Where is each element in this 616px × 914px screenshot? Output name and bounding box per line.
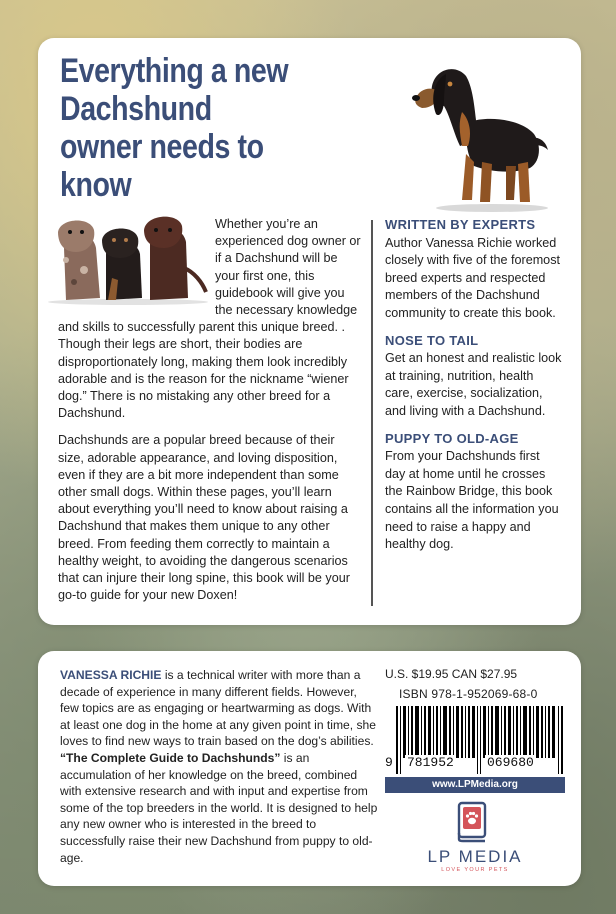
section-heading: PUPPY TO OLD-AGE: [385, 430, 519, 446]
author-name: VANESSA RICHIE: [60, 668, 162, 682]
isbn: ISBN 978-1-952069-68-0: [399, 687, 538, 701]
dachshund-photo: [410, 54, 550, 214]
features-sidebar: [385, 216, 563, 563]
author-bio: [60, 667, 378, 866]
intro-paragraph: Dachshunds are a popular breed because of their size, adorable appearance, and loving disposition, even if they are a bit more independent than some other small dogs. Within these pages, you’ll learn about everything you’ll need to know about raising a Dachshund that makes them unique to any other breed. From feeding them correctly to maintain a healthy weight, to avoiding the dangerous scenarios that can injure their long spine, this book will be your go-to guide for your new Doxen!: [58, 433, 350, 603]
barcode-lead-digit: 9: [385, 755, 393, 770]
section-body: Get an honest and realistic look at training, nutrition, health care, exercise, socialization, and living with a Dachshund.: [385, 351, 562, 418]
barcode-right-digits: 069680: [487, 755, 534, 770]
publisher-tagline: LOVE YOUR PETS: [441, 867, 509, 873]
barcode-left-digits: 781952: [407, 755, 454, 770]
description-panel: [38, 38, 581, 625]
section-heading: WRITTEN BY EXPERTS: [385, 217, 536, 232]
intro-text: [58, 216, 363, 614]
publisher-logo-text: LP MEDIA: [427, 847, 523, 866]
bio-text: is an accumulation of her knowledge on the breed, combined with extensive research and with input and expertise from some of the top breeders in the world. It is designed to help any new owner who is interested in the breed to successfully raise their new Dachshund from puppy to old-age.: [60, 750, 378, 865]
book-title: “The Complete Guide to Dachshunds”: [60, 750, 281, 765]
section-heading: NOSE TO TAIL: [385, 332, 479, 348]
price: U.S. $19.95 CAN $27.95: [385, 667, 518, 681]
column-divider: [371, 220, 373, 606]
website-url: www.LPMedia.org: [385, 777, 565, 793]
book-paw-icon: [456, 801, 490, 843]
intro-paragraph: Whether you’re an experienced dog owner or if a Dachshund will be your first one, this guidebook will give you the necessary knowledge and skills to successfully parent this unique breed. . Though their legs are short, their bodies are disproportionately long, making them look incredibly adorable and is the reason for the nickname “wiener dog.” There is no mistaking any other breed for a Dachshund.: [58, 217, 361, 421]
author-panel: [38, 651, 581, 886]
barcode-digits: [385, 755, 565, 773]
section-body: Author Vanessa Richie worked closely with five of the foremost breed experts and respected members of the Dachshund community to create this book.: [385, 235, 560, 320]
headline: Everything a new Dachshund owner needs to know: [60, 52, 289, 204]
section-body: From your Dachshunds first day at home until he crosses the Rainbow Bridge, this book contains all the information you need to raise a happy and healthy dog.: [385, 449, 559, 552]
bio-text: is a technical writer with more than a decade of experience in many different fields. However, few topics are as engaging or heartwarming as dogs. With at least one dog in the home at any given point in time, she loves to find new ways to train based on the dog’s abilities.: [60, 668, 376, 749]
